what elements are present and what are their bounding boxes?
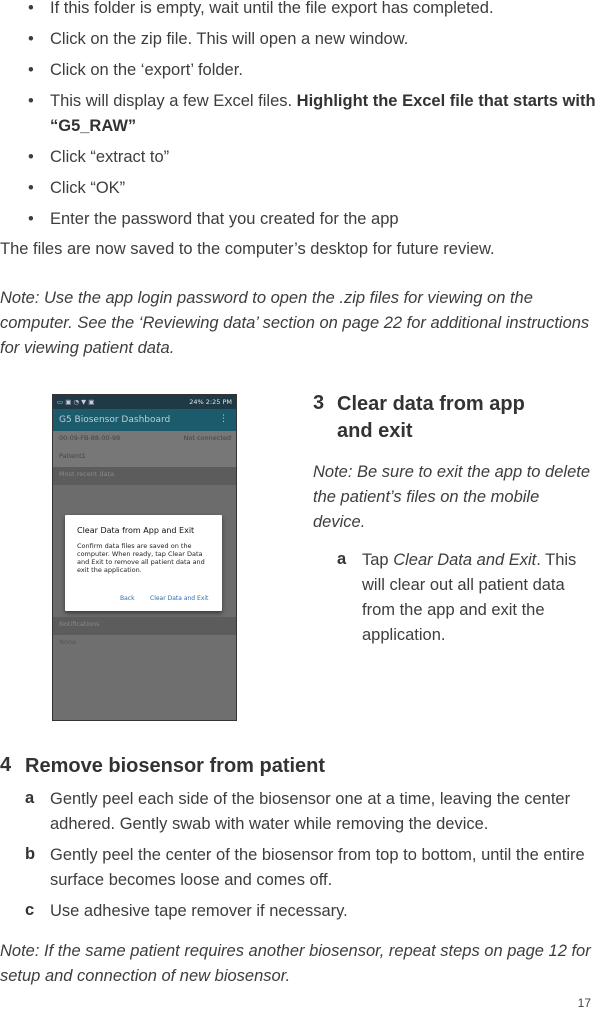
phone-screenshot bbox=[52, 394, 237, 721]
section-3-step-a: Tap Clear Data and Exit. This will clear out all patient data from the app and exit the application. bbox=[362, 551, 577, 644]
saved-files-text: The files are now saved to the computer’s desktop for future review. bbox=[0, 240, 495, 258]
bullet-dot: • bbox=[28, 179, 34, 197]
section-3-title-line1: Clear data from app bbox=[337, 393, 525, 415]
dialog-title: Clear Data from App and Exit bbox=[77, 526, 195, 535]
bullet-item: • Click on the zip file. This will open a new window. bbox=[0, 27, 599, 52]
section-3-number: 3 bbox=[313, 392, 325, 414]
clear-data-and-exit-ref: Clear Data and Exit bbox=[393, 551, 537, 569]
section-3-title-line2: and exit bbox=[337, 420, 413, 442]
bullet-dot: • bbox=[28, 30, 34, 48]
dialog-back-button[interactable]: Back bbox=[120, 595, 135, 602]
bullet-dot: • bbox=[28, 210, 34, 228]
bullet-dot: • bbox=[28, 0, 34, 17]
note-zip-password: Note: Use the app login password to open the .zip files for viewing on the computer. See the ‘Reviewing data’ section on page 22 for additional instructions for viewing patient data. bbox=[0, 289, 590, 357]
bullet-item: • This will display a few Excel files. Highlight the Excel file that starts with “G5_RAW” bbox=[0, 89, 599, 139]
section-3-step-a-letter: a bbox=[337, 550, 347, 568]
section-4-step-a: Gently peel each side of the biosensor one at a time, leaving the center adhered. Gently swab with water while removing the device. bbox=[50, 790, 571, 833]
bullet-item: • Click on the ‘export’ folder. bbox=[0, 58, 599, 83]
section-3-note: Note: Be sure to exit the app to delete the patient’s files on the mobile device. bbox=[313, 463, 591, 531]
bullet-item: • If this folder is empty, wait until the file export has completed. bbox=[0, 0, 599, 21]
patient-row bbox=[53, 449, 236, 467]
bullet-item: • Click “OK” bbox=[0, 176, 599, 201]
dialog-clear-data-button[interactable]: Clear Data and Exit bbox=[150, 595, 209, 602]
clear-data-dialog bbox=[65, 515, 222, 611]
section-4-step-a-letter: a bbox=[25, 789, 35, 807]
overflow-menu-icon[interactable]: ⋮ bbox=[219, 414, 228, 424]
status-bar bbox=[53, 395, 236, 409]
section-4-title: Remove biosensor from patient bbox=[25, 755, 326, 777]
status-icons: ▭ ▣ ◔ ▼ ▣ bbox=[57, 398, 95, 406]
dialog-message: Confirm data files are saved on the computer. When ready, tap Clear Data and Exit to remove all patient data and exit the application. bbox=[77, 542, 205, 574]
highlight-instruction: Highlight the Excel file that starts with “G5_RAW” bbox=[50, 92, 596, 135]
page-number: 17 bbox=[577, 996, 591, 1010]
section-4-number: 4 bbox=[0, 754, 12, 776]
recent-data-header: Most recent data bbox=[53, 467, 236, 485]
patient-name: Patient1 bbox=[59, 452, 86, 460]
status-time: 24% 2:25 PM bbox=[189, 398, 232, 406]
notifications-header: Notifications bbox=[53, 617, 236, 635]
section-4-step-c: Use adhesive tape remover if necessary. bbox=[50, 902, 348, 920]
connection-status: Not connected bbox=[183, 434, 231, 442]
section-4-step-b-letter: b bbox=[25, 845, 36, 863]
section-4-step-c-letter: c bbox=[25, 901, 35, 919]
device-id: 00-09-FB-88-00-98 bbox=[59, 434, 121, 442]
device-row bbox=[53, 431, 236, 449]
notifications-value: None bbox=[53, 635, 236, 653]
section-4-step-b: Gently peel the center of the biosensor from top to bottom, until the entire surface becomes loose and comes off. bbox=[50, 846, 585, 889]
app-title: G5 Biosensor Dashboard bbox=[59, 415, 171, 425]
bullet-dot: • bbox=[28, 148, 34, 166]
note-another-biosensor: Note: If the same patient requires another biosensor, repeat steps on page 12 for setup and connection of new biosensor. bbox=[0, 942, 591, 985]
bullet-list bbox=[0, 0, 599, 238]
bullet-item: • Click “extract to” bbox=[0, 145, 599, 170]
bullet-item: • Enter the password that you created for the app bbox=[0, 207, 599, 232]
bullet-dot: • bbox=[28, 61, 34, 79]
app-bar bbox=[53, 409, 236, 431]
bullet-dot: • bbox=[28, 92, 34, 110]
